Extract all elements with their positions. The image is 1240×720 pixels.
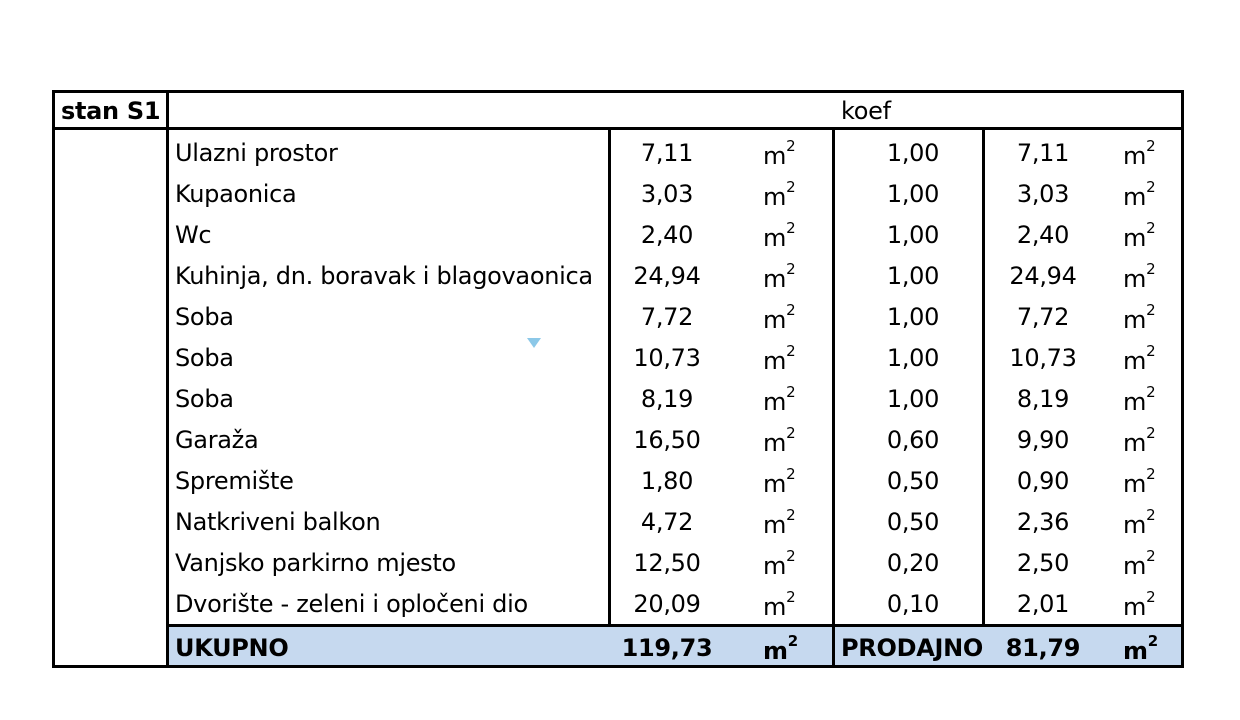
room-area-unit: $m^2$ (763, 588, 796, 621)
room-coef: 1,00 (886, 221, 940, 249)
room-area-unit: $m^2$ (763, 260, 796, 293)
room-coef: 0,10 (886, 590, 940, 618)
room-coef: 1,00 (886, 385, 940, 413)
room-name: Soba (175, 344, 234, 372)
room-area: 16,50 (633, 426, 701, 454)
room-coef: 0,20 (886, 549, 940, 577)
coef-column-divider-left (832, 130, 835, 665)
room-area-unit: $m^2$ (763, 506, 796, 539)
room-weighted-unit: $m^2$ (1123, 137, 1156, 170)
room-area-unit: $m^2$ (763, 342, 796, 375)
sale-unit: $m^2$ (1123, 632, 1158, 665)
room-area: 1,80 (640, 467, 694, 495)
room-area-unit: $m^2$ (763, 178, 796, 211)
room-area: 24,94 (633, 262, 701, 290)
room-weighted-unit: $m^2$ (1123, 588, 1156, 621)
room-name: Natkriveni balkon (175, 508, 381, 536)
room-area: 8,19 (640, 385, 694, 413)
room-weighted-area: 8,19 (1016, 385, 1070, 413)
room-area-unit: $m^2$ (763, 219, 796, 252)
room-weighted-area: 24,94 (1009, 262, 1077, 290)
room-coef: 1,00 (886, 344, 940, 372)
area-table (52, 90, 1184, 668)
room-name: Dvorište - zeleni i opločeni dio (175, 590, 528, 618)
room-weighted-unit: $m^2$ (1123, 342, 1156, 375)
coef-header: koef (841, 97, 891, 125)
room-weighted-unit: $m^2$ (1123, 178, 1156, 211)
room-area: 10,73 (633, 344, 701, 372)
total-divider (169, 624, 1181, 627)
sale-area: 81,79 (1005, 634, 1081, 662)
sale-label: PRODAJNO (841, 634, 983, 662)
room-weighted-unit: $m^2$ (1123, 465, 1156, 498)
room-area-unit: $m^2$ (763, 301, 796, 334)
room-weighted-unit: $m^2$ (1123, 219, 1156, 252)
room-area: 2,40 (640, 221, 694, 249)
room-area-unit: $m^2$ (763, 424, 796, 457)
room-area: 20,09 (633, 590, 701, 618)
room-weighted-area: 9,90 (1016, 426, 1070, 454)
room-area-unit: $m^2$ (763, 383, 796, 416)
room-name: Soba (175, 303, 234, 331)
room-weighted-area: 3,03 (1016, 180, 1070, 208)
room-coef: 0,50 (886, 508, 940, 536)
room-area: 7,72 (640, 303, 694, 331)
room-area: 3,03 (640, 180, 694, 208)
room-name: Vanjsko parkirno mjesto (175, 549, 456, 577)
room-area: 7,11 (640, 139, 694, 167)
room-name: Wc (175, 221, 212, 249)
room-weighted-area: 2,36 (1016, 508, 1070, 536)
room-coef: 1,00 (886, 180, 940, 208)
room-name: Spremište (175, 467, 294, 495)
room-coef: 1,00 (886, 139, 940, 167)
room-area: 12,50 (633, 549, 701, 577)
room-weighted-area: 7,72 (1016, 303, 1070, 331)
room-area-unit: $m^2$ (763, 547, 796, 580)
room-weighted-unit: $m^2$ (1123, 424, 1156, 457)
room-weighted-area: 7,11 (1016, 139, 1070, 167)
label-column-divider (166, 93, 169, 665)
header-divider (55, 127, 1181, 130)
room-weighted-unit: $m^2$ (1123, 301, 1156, 334)
room-coef: 1,00 (886, 303, 940, 331)
room-area: 4,72 (640, 508, 694, 536)
room-name: Ulazni prostor (175, 139, 338, 167)
total-area: 119,73 (621, 634, 713, 662)
room-weighted-unit: $m^2$ (1123, 383, 1156, 416)
room-name: Garaža (175, 426, 259, 454)
apartment-label: stan S1 (61, 97, 161, 125)
room-weighted-area: 2,50 (1016, 549, 1070, 577)
dropdown-marker-icon (527, 338, 541, 348)
room-weighted-unit: $m^2$ (1123, 506, 1156, 539)
room-weighted-unit: $m^2$ (1123, 547, 1156, 580)
room-area-unit: $m^2$ (763, 465, 796, 498)
room-weighted-area: 10,73 (1009, 344, 1077, 372)
room-weighted-area: 0,90 (1016, 467, 1070, 495)
room-name: Kuhinja, dn. boravak i blagovaonica (175, 262, 593, 290)
room-area-unit: $m^2$ (763, 137, 796, 170)
total-label: UKUPNO (175, 634, 289, 662)
room-weighted-unit: $m^2$ (1123, 260, 1156, 293)
room-name: Kupaonica (175, 180, 297, 208)
room-coef: 0,60 (886, 426, 940, 454)
room-coef: 1,00 (886, 262, 940, 290)
total-unit: $m^2$ (763, 632, 798, 665)
room-weighted-area: 2,01 (1016, 590, 1070, 618)
room-coef: 0,50 (886, 467, 940, 495)
room-weighted-area: 2,40 (1016, 221, 1070, 249)
room-name: Soba (175, 385, 234, 413)
